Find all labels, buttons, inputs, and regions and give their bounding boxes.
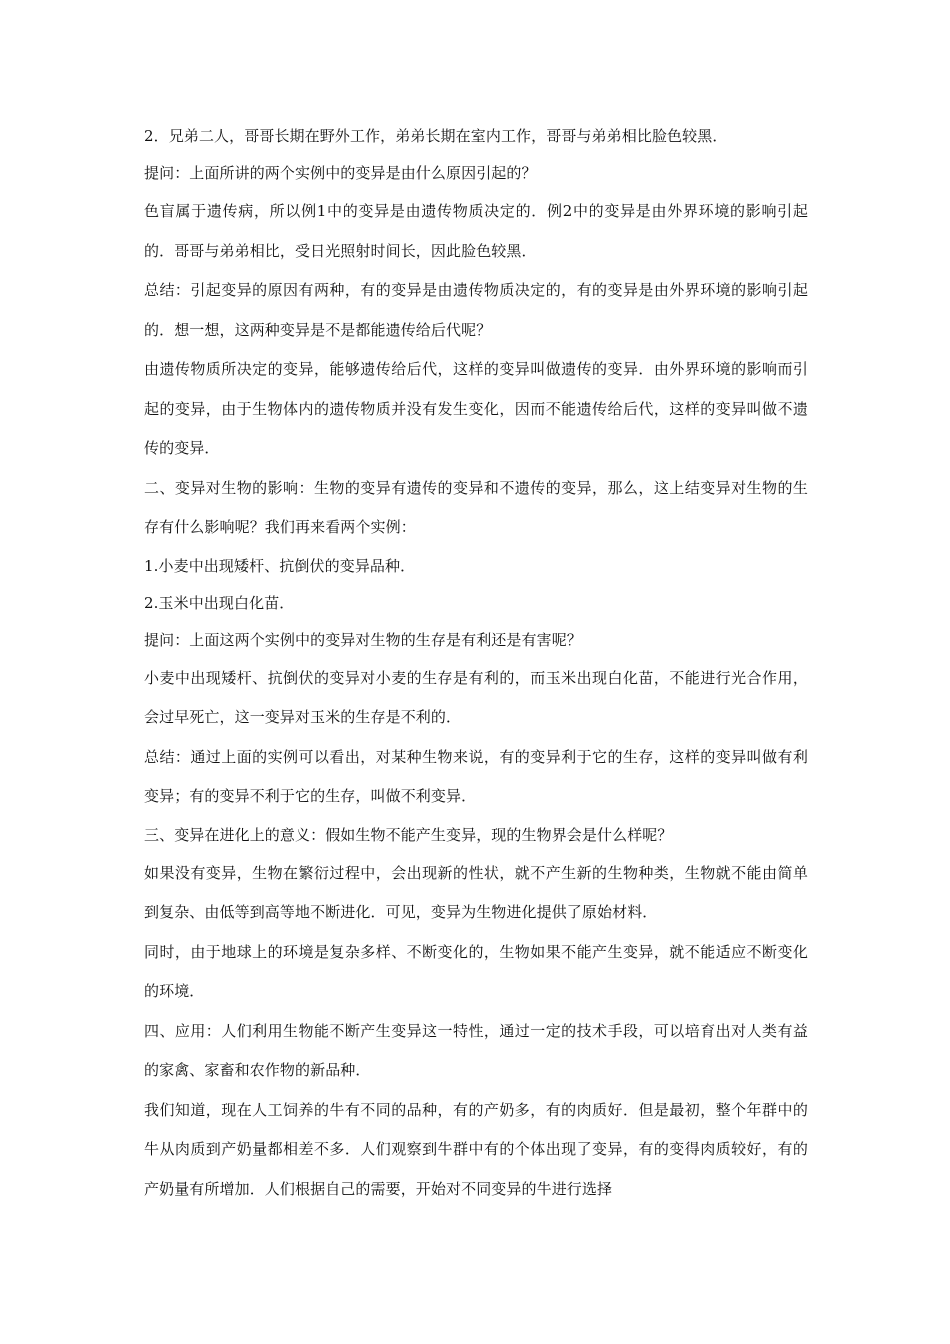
paragraph: 提问：上面所讲的两个实例中的变异是由什么原因引起的？: [144, 164, 537, 182]
paragraph: 我们知道，现在人工饲养的牛有不同的品种，有的产奶多，有的肉质好．但是最初，整个年群中的牛从肉质到产奶量都相差不多．人们观察到牛群中有的个体出现了变异，有的变得肉质较好，有的产奶量有所增加．人们根据自己的需要，开始对不同变异的牛进行选择: [144, 1100, 808, 1198]
paragraph: 总结：引起变异的原因有两种，有的变异是由遗传物质决定的，有的变异是由外界环境的影响引起的．想一想，这两种变异是不是都能遗传给后代呢？: [144, 281, 808, 339]
paragraph: 色盲属于遗传病，所以例1中的变异是由遗传物质决定的．例2中的变异是由外界环境的影响引起的．哥哥与弟弟相比，受日光照射时间长，因此脸色较黑．: [144, 202, 808, 260]
paragraph: 同时，由于地球上的环境是复杂多样、不断变化的，生物如果不能产生变异，就不能适应不断变化的环境．: [144, 942, 808, 1000]
paragraph: 如果没有变异，生物在繁衍过程中，会出现新的性状，就不产生新的生物种类，生物就不能由简单到复杂、由低等到高等地不断进化．可见，变异为生物进化提供了原始材料．: [144, 863, 808, 921]
paragraph: 三、变异在进化上的意义：假如生物不能产生变异，现的生物界会是什么样呢？: [144, 825, 673, 844]
paragraph: 2．兄弟二人，哥哥长期在野外工作，弟弟长期在室内工作，哥哥与弟弟相比脸色较黑．: [144, 127, 728, 145]
document-body: [144, 118, 808, 1209]
paragraph: 二、变异对生物的影响：生物的变异有遗传的变异和不遗传的变异，那么，这上结变异对生物的生存有什么影响呢？我们再来看两个实例：: [144, 478, 808, 536]
paragraph: 四、应用：人们利用生物能不断产生变异这一特性，通过一定的技术手段，可以培育出对人类有益的家禽、家畜和农作物的新品种．: [144, 1021, 808, 1079]
paragraph: 总结：通过上面的实例可以看出，对某种生物来说，有的变异利于它的生存，这样的变异叫做有利变异；有的变异不利于它的生存，叫做不利变异．: [144, 747, 808, 805]
paragraph: 提问：上面这两个实例中的变异对生物的生存是有利还是有害呢？: [144, 630, 582, 649]
paragraph: 2.玉米中出现白化苗．: [144, 593, 295, 612]
paragraph: 小麦中出现矮杆、抗倒伏的变异对小麦的生存是有利的，而玉米出现白化苗，不能进行光合作用，会过早死亡，这一变异对玉米的生存是不利的．: [144, 668, 808, 726]
paragraph: 1.小麦中出现矮杆、抗倒伏的变异品种．: [144, 556, 416, 575]
paragraph: 由遗传物质所决定的变异，能够遗传给后代，这样的变异叫做遗传的变异．由外界环境的影响而引起的变异，由于生物体内的遗传物质并没有发生变化，因而不能遗传给后代，这样的变异叫做不遗传的变异．: [144, 360, 808, 457]
